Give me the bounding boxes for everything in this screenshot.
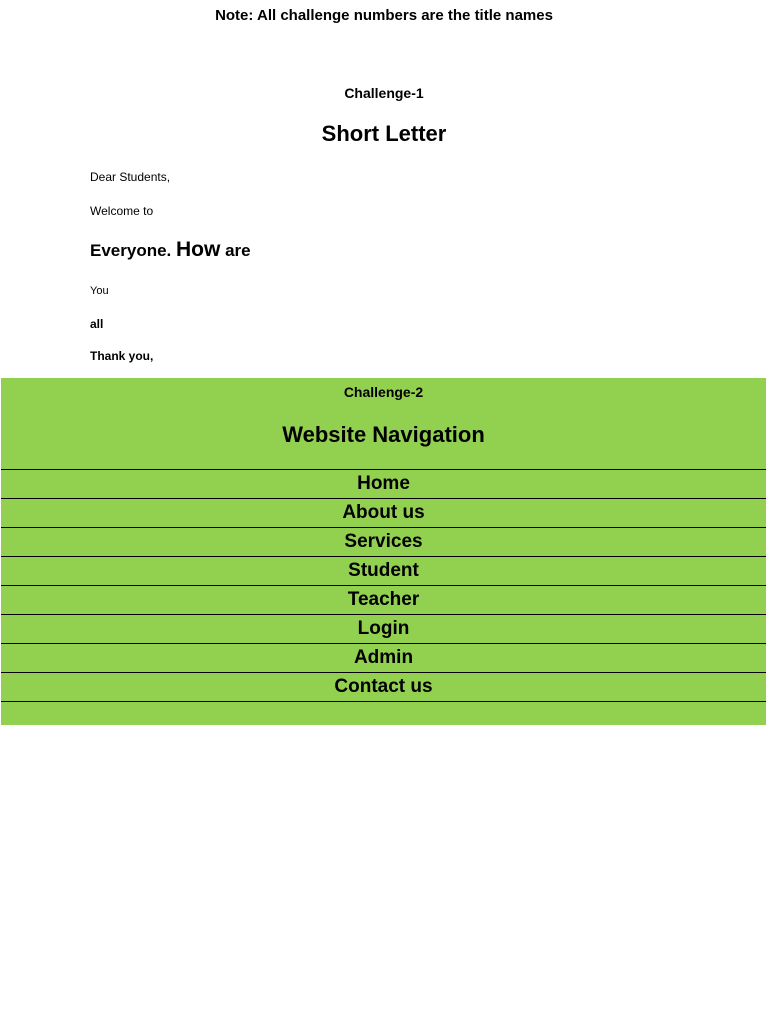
challenge-1-heading: Challenge-1	[344, 85, 424, 101]
letter-all: all	[90, 317, 104, 331]
letter-how: How	[176, 238, 221, 261]
short-letter-title: Short Letter	[321, 121, 447, 146]
nav-item-contact-us[interactable]: Contact us	[1, 673, 766, 702]
nav-item-login[interactable]: Login	[1, 615, 766, 644]
nav-item-student[interactable]: Student	[1, 557, 766, 586]
letter-everyone-line	[90, 238, 251, 262]
website-navigation-title: Website Navigation	[282, 422, 485, 447]
challenge-2-heading: Challenge-2	[343, 384, 424, 400]
nav-item-services[interactable]: Services	[1, 528, 766, 557]
nav-item-admin[interactable]: Admin	[1, 644, 766, 673]
nav-item-teacher[interactable]: Teacher	[1, 586, 766, 615]
letter-everyone: Everyone.	[90, 241, 172, 260]
nav-menu	[1, 469, 766, 702]
letter-thanks: Thank you,	[90, 349, 154, 363]
nav-item-home[interactable]: Home	[1, 470, 766, 499]
letter-greeting: Dear Students,	[90, 170, 171, 184]
website-navigation-section	[1, 378, 766, 725]
letter-you: You	[90, 285, 109, 297]
letter-are: are	[225, 241, 251, 260]
nav-item-about-us[interactable]: About us	[1, 499, 766, 528]
letter-welcome: Welcome to	[90, 204, 154, 218]
note-text: Note: All challenge numbers are the title names	[215, 7, 553, 24]
